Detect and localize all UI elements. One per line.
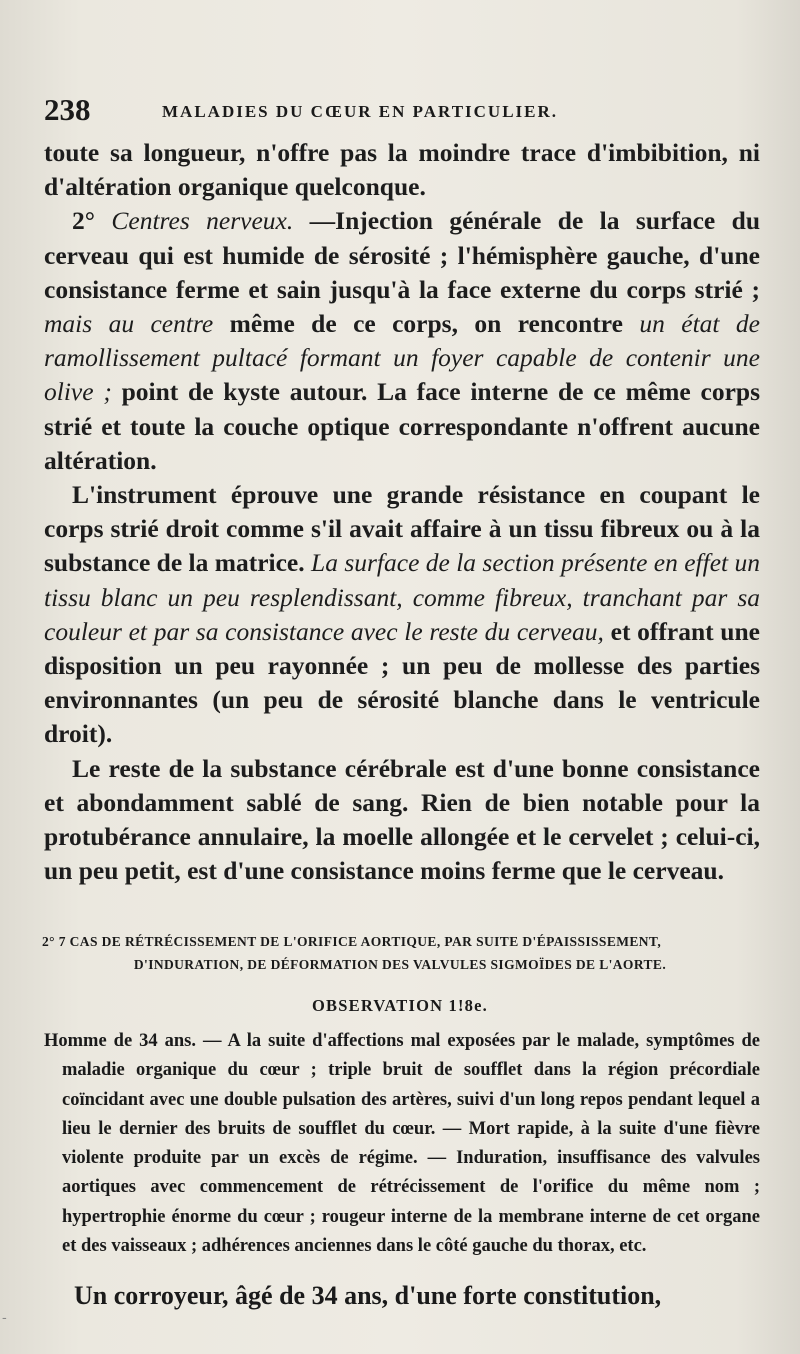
observation-body-start: Un corroyeur, âgé de 34 ans, d'une forte constitution, (74, 1281, 662, 1310)
paragraph-continuation: toute sa longueur, n'offre pas la moindre trace d'imbibition, ni d'altération organique quelconque. (44, 138, 760, 202)
italic-run: mais au centre (44, 309, 214, 339)
italic-run: La surface de la section présente en effet un tissu blanc un peu resplendissant, comme fibreux, tranchant par sa couleur et par sa consistance avec le reste du cerveau, (44, 548, 760, 646)
section-heading-line-1: 2° 7 CAS DE RÉTRÉCISSEMENT DE L'ORIFICE AORTIQUE, PAR SUITE D'ÉPAISSISSEMENT, (42, 934, 662, 949)
observation-summary (44, 1027, 760, 1261)
running-title: MALADIES DU CŒUR EN PARTICULIER. (162, 102, 559, 121)
item-number: 2° (72, 206, 95, 236)
section-heading (42, 930, 758, 976)
section-heading-line-2: D'INDURATION, DE DÉFORMATION DES VALVULES SIGMOÏDES DE L'AORTE. (133, 957, 667, 972)
italic-run: un état de ramollissement pultacé formant un foyer capable de contenir une olive ; (44, 309, 760, 407)
paragraph-instrument (44, 478, 760, 752)
margin-mark: - (2, 1310, 7, 1326)
text-run: point de kyste autour. La face interne de ce même corps strié et toute la couche optique correspondante n'offrent aucune altération. (44, 377, 760, 475)
page-number: 238 (44, 92, 91, 127)
observation-title: OBSERVATION 1!8e. (312, 996, 488, 1015)
paragraph-centres-nerveux (44, 204, 760, 478)
text-run: et offrant une disposition un peu rayonnée ; un peu de mollesse des parties environnantes (un peu de sérosité blanche dans le ventricule droit). (44, 616, 760, 749)
paragraph-reste-substance: Le reste de la substance cérébrale est d'une bonne consistance et abondamment sablé de sang. Rien de bien notable pour la protubérance annulaire, la moelle allongée et le cervelet ; celui-ci, un peu petit, est d'une consistance moins ferme que le cerveau. (44, 753, 760, 886)
section-heading-italic: Centres nerveux. (111, 206, 294, 236)
main-text (44, 136, 760, 888)
page-header (44, 92, 754, 132)
text-run: —Injection générale de la surface du cerveau qui est humide de sérosité ; l'hémisphère gauche, d'une consistance ferme et sain jusqu'à la face externe du corps strié ; (44, 206, 761, 304)
text-run: L'instrument éprouve une grande résistance en coupant le corps strié droit comme s'il avait affaire à un tissu fibreux ou à la substance de la matrice. (44, 480, 760, 578)
text-run: même de ce corps, on rencontre (213, 309, 640, 339)
summary-text: Homme de 34 ans. — A la suite d'affections mal exposées par le malade, symptômes de maladie organique du cœur ; triple bruit de soufflet dans la région précordiale coïncidant avec une double pulsation des artères, suivi d'un long repos pendant lequel a lieu le dernier des bruits de soufflet du cœur. — Mort rapide, à la suite d'une fièvre violente produite par un excès de régime. — Induration, insuffisance des valvules aortiques avec commencement de rétrécissement de l'orifice du même nom ; hypertrophie énorme du cœur ; rougeur interne de la membrane interne de cet organe et des vaisseaux ; adhérences anciennes dans le côté gauche du thorax, etc. (44, 1031, 760, 1257)
